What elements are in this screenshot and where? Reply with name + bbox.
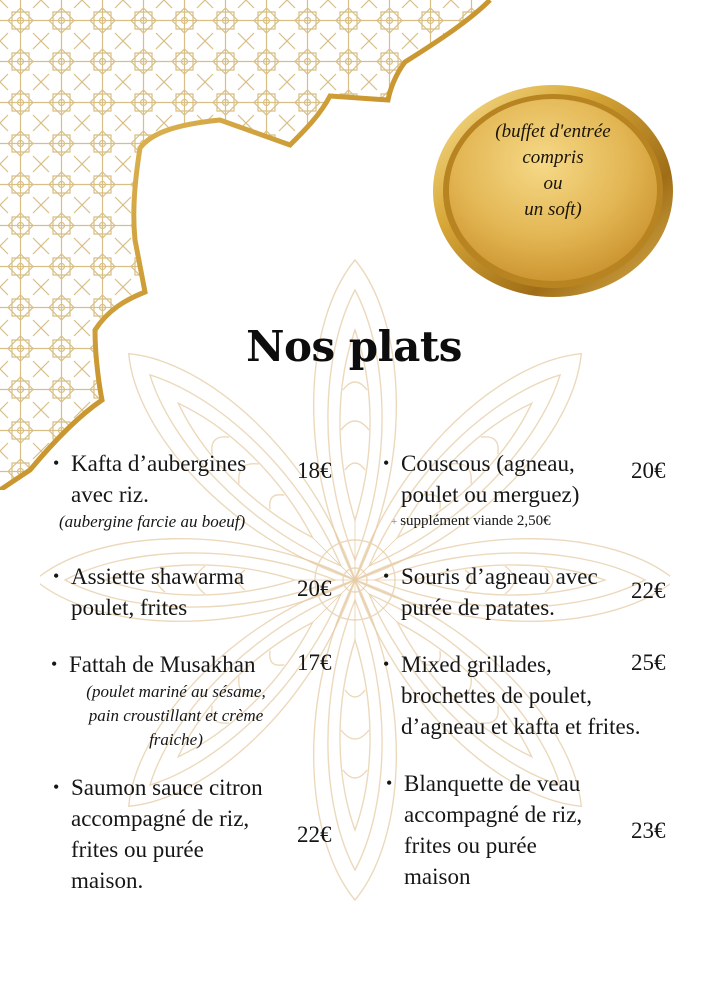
plus-icon: + — [391, 516, 398, 528]
item-note: (poulet mariné au sésame, — [86, 682, 266, 701]
bullet-icon: • — [51, 654, 58, 674]
item-name-line: Kafta d’aubergines — [71, 451, 247, 476]
item-name-line: purée de patates. — [401, 595, 555, 620]
item-name-line: poulet ou merguez) — [401, 482, 580, 507]
item-name-line: maison. — [71, 868, 144, 893]
item-name-line: frites ou purée — [71, 837, 204, 862]
menu-item-blanquette — [386, 768, 583, 892]
item-supplement — [391, 510, 579, 533]
bullet-icon: • — [53, 566, 60, 586]
item-name-line: avec riz. — [71, 482, 149, 507]
item-price: 17€ — [297, 650, 332, 675]
menu-item-shawarma — [53, 561, 245, 623]
item-price: 22€ — [297, 822, 332, 847]
item-price: 23€ — [631, 818, 666, 843]
item-note: (aubergine farcie au boeuf) — [59, 512, 246, 531]
item-price: 20€ — [631, 458, 666, 483]
bullet-icon: • — [383, 566, 390, 586]
item-price: 25€ — [631, 650, 666, 675]
item-name-line: Souris d’agneau avec — [401, 564, 598, 589]
bullet-icon: • — [383, 453, 390, 473]
item-name-line: poulet, frites — [71, 595, 188, 620]
item-name-line: accompagné de riz, — [404, 802, 583, 827]
item-note: fraiche) — [149, 730, 203, 749]
bullet-icon: • — [53, 453, 60, 473]
item-name-line: Couscous (agneau, — [401, 451, 575, 476]
item-price: 18€ — [297, 458, 332, 483]
menu-item-fattah — [51, 649, 285, 752]
item-name-line: frites ou purée — [404, 833, 537, 858]
badge-line: (buffet d'entrée — [495, 121, 611, 142]
item-name-line: Saumon sauce citron — [71, 775, 263, 800]
menu-item-couscous — [383, 448, 580, 533]
badge-text — [432, 119, 674, 223]
bullet-icon: • — [383, 654, 390, 674]
menu-item-mixed-grillades — [383, 649, 641, 742]
item-note: pain croustillant et crème — [88, 706, 264, 725]
menu-item-kafta — [53, 448, 247, 534]
item-price: 20€ — [297, 576, 332, 601]
gold-coin-badge — [432, 84, 674, 298]
item-name-line: Assiette shawarma — [71, 564, 245, 589]
badge-line: un soft) — [524, 199, 582, 220]
badge-line: ou — [543, 173, 563, 194]
item-name-line: accompagné de riz, — [71, 806, 250, 831]
menu-item-saumon — [53, 772, 263, 896]
page-title: Nos plats — [246, 322, 462, 371]
item-name-line: d’agneau et kafta et frites. — [401, 714, 641, 739]
item-name-line: Fattah de Musakhan — [69, 652, 256, 677]
item-price: 22€ — [631, 578, 666, 603]
item-name-line: brochettes de poulet, — [401, 683, 592, 708]
item-name-line: maison — [404, 864, 471, 889]
item-name-line: Mixed grillades, — [401, 652, 552, 677]
supplement-text: supplément viande 2,50€ — [400, 513, 551, 529]
item-name-line: Blanquette de veau — [404, 771, 581, 796]
badge-line: compris — [522, 147, 584, 168]
bullet-icon: • — [386, 773, 393, 793]
menu-item-souris-agneau — [383, 561, 598, 623]
bullet-icon: • — [53, 777, 60, 797]
